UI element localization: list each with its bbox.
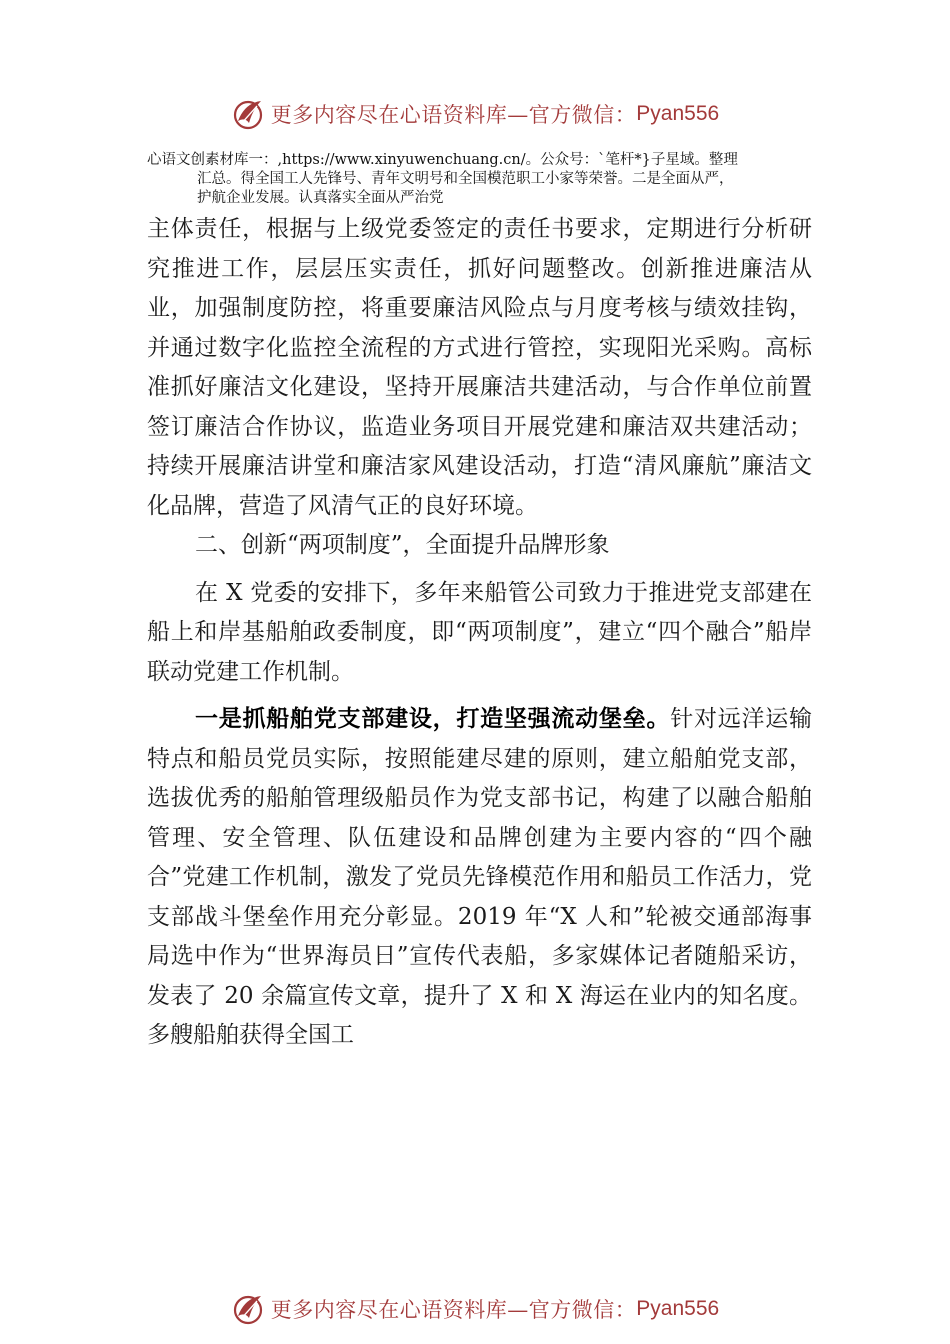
document-body <box>147 210 812 1056</box>
paragraph-lead-bold: 一是抓船舶党支部建设，打造坚强流动堡垒。 <box>195 706 671 732</box>
bottom-banner <box>0 1287 950 1331</box>
brand-logo-icon <box>231 1292 265 1326</box>
paragraph: 主体责任，根据与上级党委签定的责任书要求，定期进行分析研究推进工作，层层压实责任，抓好问题整改。创新推进廉洁从业，加强制度防控，将重要廉洁风险点与月度考核与绩效挂钩，并通过数字化监控全流程的方式进行管控，实现阳光采购。高标准抓好廉洁文化建设，坚持开展廉洁共建活动，与合作单位前置签订廉洁合作协议，监造业务项目开展党建和廉洁双共建活动；持续开展廉洁讲堂和廉洁家风建设活动，打造“清风廉航”廉洁文化品牌，营造了风清气正的良好环境。 <box>147 216 812 519</box>
header-note-line: 汇总。得全国工人先锋号、青年文明号和全国模范职工小家等荣誉。二是全面从严， <box>197 171 734 187</box>
paragraph <box>147 700 812 1056</box>
section-heading: 二、创新“两项制度”，全面提升品牌形象 <box>195 532 610 558</box>
banner-text: 更多内容尽在心语资料库—官方微信： <box>270 103 637 127</box>
header-note-line: 护航企业发展。认真落实全面从严治党 <box>197 190 444 206</box>
paragraph: 在 X 党委的安排下，多年来船管公司致力于推进党支部建在船上和岸基船舶政委制度，即“两项制度”，建立“四个融合”船岸联动党建工作机制。 <box>147 579 812 685</box>
banner-wechat-id: Pyan556 <box>636 102 720 125</box>
brand-logo-icon <box>231 97 265 131</box>
top-banner <box>0 92 950 136</box>
banner-wechat-id: Pyan556 <box>636 1297 720 1320</box>
header-note-line: 心语文创素材库一：,https://www.xinyuwenchuang.cn/。公众号：`笔杆*}子星域。整理 <box>147 152 738 168</box>
paragraph-text: 针对远洋运输特点和船员党员实际，按照能建尽建的原则，建立船舶党支部，选拔优秀的船舶管理级船员作为党支部书记，构建了以融合船舶管理、安全管理、队伍建设和品牌创建为主要内容的“四个融合”党建工作机制，激发了党员先锋模范作用和船员工作活力，党支部战斗堡垒作用充分彰显。2019 年“X 人和”轮被交通部海事局选中作为“世界海员日”宣传代表船，多家媒体记者随船采访，发表了 20 余篇宣传文章，提升了 X 和 X 海运在业内的知名度。多艘船舶获得全国工 <box>147 706 813 1048</box>
header-note <box>147 151 847 208</box>
banner-text: 更多内容尽在心语资料库—官方微信： <box>270 1298 637 1322</box>
